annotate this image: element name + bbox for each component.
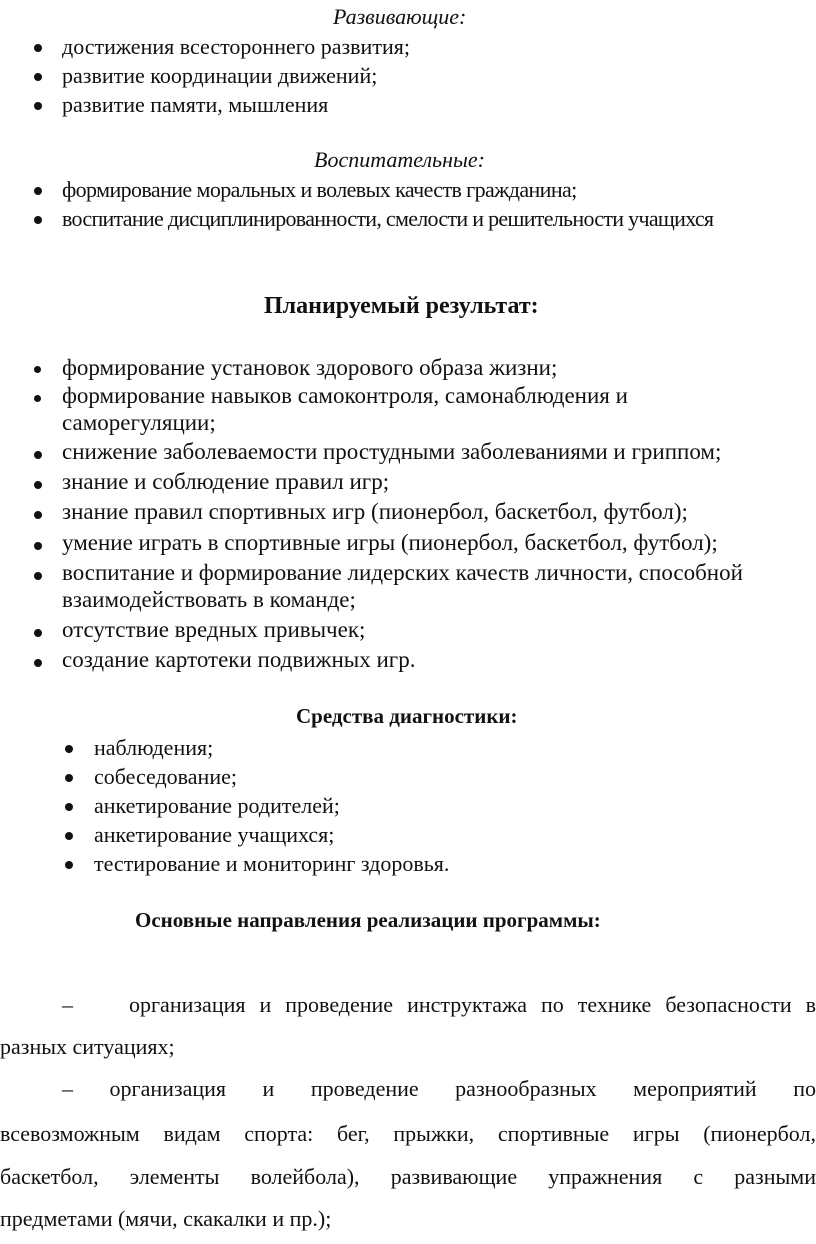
bullet-icon — [34, 629, 42, 637]
paragraph-line: всевозможным видам спорта: бег, прыжки, спортивные игры (пионербол, — [0, 1121, 816, 1146]
bullet-icon — [34, 187, 42, 195]
bullet-icon — [34, 102, 42, 110]
list-item-continuation: саморегуляции; — [62, 410, 216, 435]
bullet-icon — [34, 395, 41, 402]
list-item: наблюдения; — [94, 735, 214, 760]
list-item: тестирование и мониторинг здоровья. — [94, 851, 450, 876]
list-item: развитие памяти, мышления — [62, 92, 329, 117]
list-item: формирование навыков самоконтроля, самонаблюдения и — [62, 383, 628, 408]
list-item: знание и соблюдение правил игр; — [62, 469, 390, 494]
bullet-icon — [34, 366, 41, 373]
list-item: знание правил спортивных игр (пионербол, баскетбол, футбол); — [62, 499, 688, 524]
paragraph-line: – организация и проведение инструктажа по технике безопасности в — [62, 992, 816, 1017]
list-item: создание картотеки подвижных игр. — [62, 647, 416, 672]
bullet-icon — [65, 861, 73, 869]
bullet-icon — [34, 73, 42, 81]
paragraph-line: предметами (мячи, скакалки и пр.); — [0, 1206, 332, 1231]
bullet-icon — [34, 216, 42, 224]
directions-heading: Основные направления реализации программы: — [135, 908, 601, 932]
paragraph-line: – организация и проведение разнообразных мероприятий по — [62, 1076, 816, 1101]
list-item: отсутствие вредных привычек; — [62, 617, 366, 642]
diagnostics-heading: Средства диагностики: — [296, 704, 518, 728]
bullet-icon — [65, 832, 73, 840]
bullet-icon — [34, 542, 42, 550]
list-item: формирование моральных и волевых качеств гражданина; — [62, 177, 577, 202]
bullet-icon — [34, 44, 42, 52]
paragraph-line: баскетбол, элементы волейбола), развивающие упражнения с разными — [0, 1164, 816, 1189]
list-item: формирование установок здорового образа жизни; — [62, 355, 558, 380]
list-item: анкетирование родителей; — [94, 793, 340, 818]
list-item: достижения всестороннего развития; — [62, 34, 410, 59]
educational-heading: Воспитательные: — [314, 147, 485, 172]
planned-result-heading: Планируемый результат: — [264, 293, 539, 319]
paragraph-line: разных ситуациях; — [0, 1034, 175, 1059]
bullet-icon — [65, 774, 73, 782]
list-item: собеседование; — [94, 764, 237, 789]
bullet-icon — [34, 451, 42, 459]
list-item: анкетирование учащихся; — [94, 822, 335, 847]
list-item: воспитание и формирование лидерских качеств личности, способной — [62, 560, 743, 585]
list-item: умение играть в спортивные игры (пионербол, баскетбол, футбол); — [62, 530, 718, 555]
bullet-icon — [34, 511, 42, 519]
bullet-icon — [34, 572, 42, 580]
list-item: снижение заболеваемости простудными заболеваниями и гриппом; — [62, 439, 722, 464]
bullet-icon — [34, 659, 42, 667]
list-item-continuation: взаимодействовать в команде; — [62, 587, 356, 612]
bullet-icon — [65, 803, 73, 811]
list-item: развитие координации движений; — [62, 63, 378, 88]
list-item: воспитание дисциплинированности, смелости и решительности учащихся — [62, 206, 714, 231]
bullet-icon — [34, 481, 42, 489]
developing-heading: Развивающие: — [333, 4, 467, 29]
bullet-icon — [65, 745, 73, 753]
